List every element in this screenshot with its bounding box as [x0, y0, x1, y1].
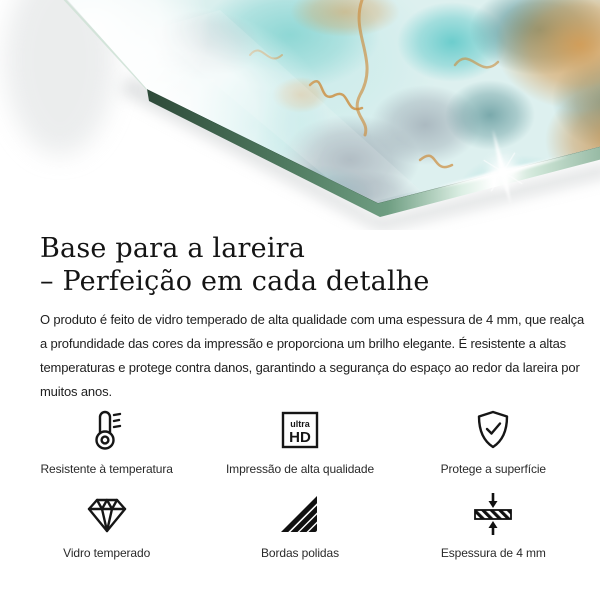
title-line-1: Base para a lareira	[40, 233, 306, 264]
product-photo	[0, 0, 600, 230]
feature-grid	[10, 406, 590, 560]
feature-label: Bordas polidas	[261, 546, 339, 560]
feature-thickness	[397, 490, 590, 560]
shield-check-icon	[469, 406, 517, 454]
diamond-icon	[83, 490, 131, 538]
feature-temperature	[10, 406, 203, 476]
description-line: O produto é feito de vidro temperado de alta qualidade com uma espessura de 4 mm, que realça	[40, 312, 585, 327]
ultra-hd-icon	[276, 406, 324, 454]
feature-surface-protection	[397, 406, 590, 476]
feature-label: Protege a superfície	[440, 462, 547, 476]
feature-label: Resistente à temperatura	[40, 462, 173, 476]
feature-print-quality	[203, 406, 396, 476]
svg-text:ultra: ultra	[290, 419, 310, 429]
thickness-press-icon	[469, 490, 517, 538]
feature-tempered-glass	[10, 490, 203, 560]
feature-label: Impressão de alta qualidade	[225, 462, 375, 476]
product-description	[40, 308, 585, 404]
description-line: muitos anos.	[40, 384, 112, 399]
description-line: temperaturas e protege contra danos, garantindo a segurança do espaço ao redor da lareira por	[40, 360, 580, 375]
thermometer-icon	[83, 406, 131, 454]
description-line: a profundidade das cores da impressão e proporciona um brilho elegante. É resistente a altas	[40, 336, 567, 351]
feature-label: Espessura de 4 mm	[440, 546, 546, 560]
feature-label: Vidro temperado	[63, 546, 151, 560]
title-line-2: – Perfeição em cada detalhe	[40, 266, 430, 297]
svg-text:HD: HD	[289, 429, 311, 446]
glass-panel-image	[0, 0, 600, 230]
polished-edge-icon	[276, 490, 324, 538]
page-title	[40, 232, 600, 298]
feature-polished-edges	[203, 490, 396, 560]
